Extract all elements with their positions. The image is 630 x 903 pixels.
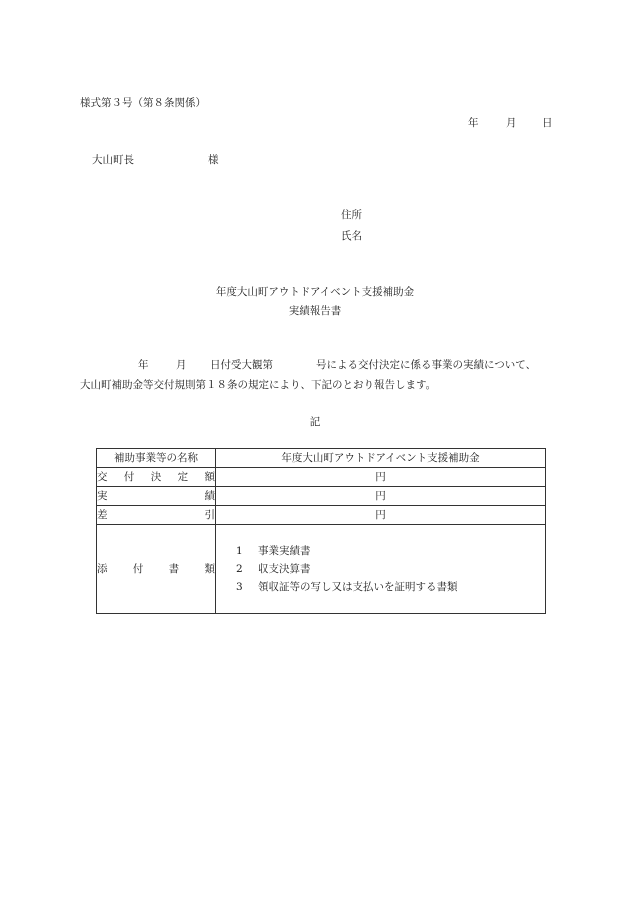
addressee-suffix: 様 <box>208 154 219 166</box>
table-row <box>97 468 546 487</box>
table-label-cell: 差引 <box>97 506 216 525</box>
body-date-text: 日付受大観第 <box>210 359 273 371</box>
list-item <box>236 578 545 596</box>
attachments-list <box>216 542 545 596</box>
date-month-label: 月 <box>506 117 517 129</box>
document-subtitle: 実績報告書 <box>288 305 342 317</box>
table-value-cell: 円 <box>216 468 546 487</box>
attachment-number: 3 <box>236 581 243 593</box>
table-label-cell: 補助事業等の名称 <box>97 449 216 468</box>
body-paragraph-line2: 大山町補助金等交付規則第１８条の規定により、下記のとおり報告します。 <box>80 379 437 391</box>
table-row <box>97 506 546 525</box>
body-month-label: 月 <box>176 359 187 371</box>
table-value-cell: 円 <box>216 506 546 525</box>
body-go-text: 号による交付決定に係る事業の実績について、 <box>316 359 537 371</box>
date-day-label: 日 <box>542 117 553 129</box>
document-title: 年度大山町アウトドアイベント支援補助金 <box>215 286 415 298</box>
date-year-label: 年 <box>468 117 479 129</box>
attachment-text: 収支決算書 <box>258 563 311 575</box>
list-item <box>236 542 545 560</box>
attachment-text: 事業実績書 <box>258 545 311 557</box>
table-label-cell: 実績 <box>97 487 216 506</box>
addressee-name: 大山町長 <box>92 154 134 166</box>
table-row <box>97 487 546 506</box>
attachments-label-cell: 添付書類 <box>97 525 216 614</box>
attachment-number: 1 <box>236 545 243 557</box>
report-table <box>96 448 546 614</box>
form-number: 様式第３号（第８条関係） <box>80 97 206 109</box>
table-value-cell: 年度大山町アウトドアイベント支援補助金 <box>216 449 546 468</box>
table-label-cell: 交付決定額 <box>97 468 216 487</box>
applicant-name-label: 氏名 <box>341 230 362 242</box>
ki-heading: 記 <box>309 416 321 428</box>
body-year-label: 年 <box>138 359 149 371</box>
attachment-text: 領収証等の写し又は支払いを証明する書類 <box>258 581 458 593</box>
table-row <box>97 449 546 468</box>
attachment-number: 2 <box>236 563 243 575</box>
table-row-attachments <box>97 525 546 614</box>
list-item <box>236 560 545 578</box>
table-value-cell: 円 <box>216 487 546 506</box>
body-paragraph-line1 <box>80 360 560 374</box>
applicant-address-label: 住所 <box>341 209 362 221</box>
attachments-list-cell <box>216 525 546 614</box>
